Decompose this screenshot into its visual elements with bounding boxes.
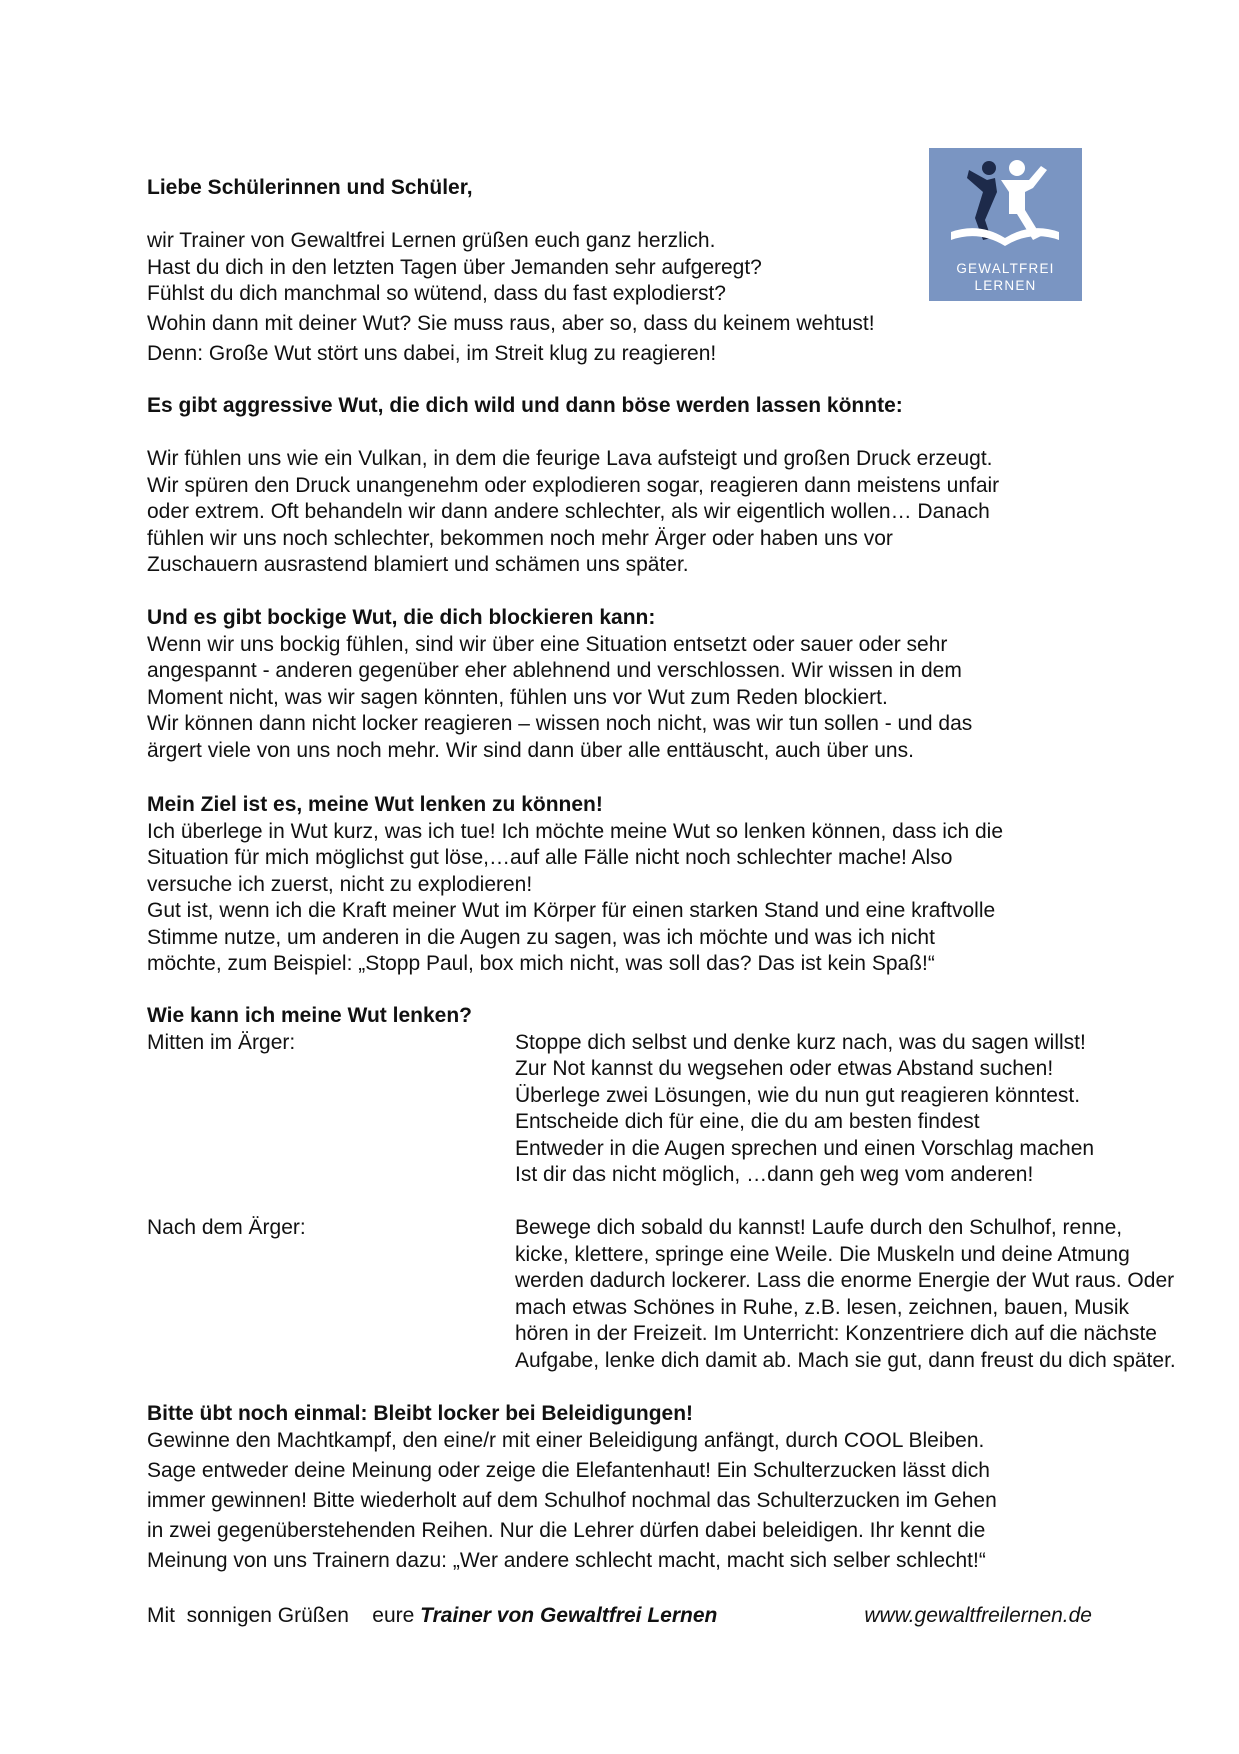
intro-line: Wohin dann mit deiner Wut? Sie muss raus, aber so, dass du keinem wehtust! [147, 312, 875, 335]
nach-line: werden dadurch lockerer. Lass die enorme Energie der Wut raus. Oder [515, 1269, 1175, 1292]
signature: Trainer von Gewaltfrei Lernen [420, 1604, 718, 1627]
intro-paragraph [147, 228, 875, 368]
mitten-line: Entweder in die Augen sprechen und einen Vorschlag machen [515, 1136, 1095, 1160]
aggressive-line: Zuschauern ausrastend blamiert und schämen uns später. [147, 553, 689, 576]
aggressive-line: Wir fühlen uns wie ein Vulkan, in dem die feurige Lava aufsteigt und großen Druck erzeugt. [147, 447, 993, 470]
logo-text-line2: LERNEN [974, 278, 1037, 293]
ziel-line: Stimme nutze, um anderen in die Augen zu sagen, was ich möchte und was ich nicht [147, 925, 935, 949]
intro-line: Fühlst du dich manchmal so wütend, dass du fast explodierst? [147, 282, 726, 305]
nach-line: Bewege dich sobald du kannst! Laufe durch den Schulhof, renne, [515, 1216, 1123, 1239]
mitten-list [515, 1030, 1094, 1189]
bockig-line: Wenn wir uns bockig fühlen, sind wir über eine Situation entsetzt oder sauer oder sehr [147, 632, 948, 656]
aggressive-heading: Es gibt aggressive Wut, die dich wild und dann böse werden lassen könnte: [147, 394, 903, 417]
lenken-section [147, 1003, 1095, 1189]
nach-line: Aufgabe, lenke dich damit ab. Mach sie gut, dann freust du dich später. [515, 1348, 1176, 1372]
bockig-line: angespannt - anderen gegenüber eher ablehnend und verschlossen. Wir wissen in dem [147, 659, 962, 682]
ziel-section [147, 792, 1003, 978]
logo-text-line1: GEWALTFREI [956, 261, 1055, 276]
ueben-line: Sage entweder deine Meinung oder zeige die Elefantenhaut! Ein Schulterzucken lässt dich [147, 1458, 990, 1482]
bockig-line: Wir können dann nicht locker reagieren – wissen noch nicht, was wir tun sollen - und das [147, 712, 973, 735]
mitten-line: Entscheide dich für eine, die du am besten findest [515, 1110, 980, 1133]
nach-label: Nach dem Ärger: [147, 1216, 306, 1239]
intro-line: Hast du dich in den letzten Tagen über Jemanden sehr aufgeregt? [147, 255, 762, 279]
aggressive-line: fühlen wir uns noch schlechter, bekommen noch mehr Ärger oder haben uns vor [147, 526, 893, 550]
mitten-line: Ist dir das nicht möglich, …dann geh weg vom anderen! [515, 1163, 1034, 1186]
bockig-heading: Und es gibt bockige Wut, die dich blockieren kann: [147, 606, 656, 629]
bockig-section [147, 605, 972, 764]
ziel-line: Ich überlege in Wut kurz, was ich tue! Ich möchte meine Wut so lenken können, dass ich die [147, 819, 1004, 843]
ziel-line: Gut ist, wenn ich die Kraft meiner Wut im Körper für einen starken Stand und eine kraftvolle [147, 899, 996, 922]
nach-block [147, 1215, 1176, 1374]
ueben-heading: Bitte übt noch einmal: Bleibt locker bei Beleidigungen! [147, 1402, 694, 1425]
intro-line: Denn: Große Wut stört uns dabei, im Streit klug zu reagieren! [147, 342, 717, 365]
greeting: Liebe Schülerinnen und Schüler, [147, 176, 473, 199]
nach-line: mach etwas Schönes in Ruhe, z.B. lesen, zeichnen, bauen, Musik [515, 1295, 1130, 1319]
ziel-line: möchte, zum Beispiel: „Stopp Paul, box mich nicht, was soll das? Das ist kein Spaß!“ [147, 952, 935, 975]
mitten-line: Zur Not kannst du wegsehen oder etwas Abstand suchen! [515, 1057, 1054, 1080]
mitten-line: Stoppe dich selbst und denke kurz nach, was du sagen willst! [515, 1030, 1086, 1054]
bockig-line: ärgert viele von uns noch mehr. Wir sind dann über alle enttäuscht, auch über uns. [147, 738, 914, 762]
ziel-line: Situation für mich möglichst gut löse,…auf alle Fälle nicht noch schlechter mache! Also [147, 846, 953, 869]
closing-text: Mit sonnigen Grüßen eure [147, 1604, 421, 1627]
website-url: www.gewaltfreilernen.de [864, 1604, 1092, 1627]
aggressive-line: Wir spüren den Druck unangenehm oder explodieren sogar, reagieren dann meistens unfair [147, 473, 1000, 497]
ueben-line: in zwei gegenüberstehenden Reihen. Nur die Lehrer dürfen dabei beleidigen. Ihr kennt die [147, 1518, 986, 1542]
ziel-heading: Mein Ziel ist es, meine Wut lenken zu können! [147, 793, 603, 816]
intro-line: wir Trainer von Gewaltfrei Lernen grüßen euch ganz herzlich. [147, 229, 716, 252]
ueben-line: Meinung von uns Trainern dazu: „Wer andere schlecht macht, macht sich selber schlecht!“ [147, 1548, 986, 1572]
ueben-section [147, 1401, 997, 1578]
ueben-line: immer gewinnen! Bitte wiederholt auf dem Schulhof nochmal das Schulterzucken im Gehen [147, 1488, 997, 1512]
closing-line [147, 1603, 717, 1630]
mitten-label: Mitten im Ärger: [147, 1030, 296, 1054]
aggressive-paragraph [147, 446, 999, 579]
nach-line: kicke, klettere, springe eine Weile. Die Muskeln und deine Atmung [515, 1242, 1130, 1266]
nach-list [515, 1215, 1176, 1374]
mitten-block [147, 1030, 1095, 1189]
aggressive-line: oder extrem. Oft behandeln wir dann andere schlechter, als wir eigentlich wollen… Danach [147, 500, 990, 523]
ziel-line: versuche ich zuerst, nicht zu explodieren! [147, 872, 533, 896]
mitten-line: Überlege zwei Lösungen, wie du nun gut reagieren könntest. [515, 1083, 1081, 1107]
bockig-line: Moment nicht, was wir sagen könnten, fühlen uns vor Wut zum Reden blockiert. [147, 685, 888, 709]
ueben-line: Gewinne den Machtkampf, den eine/r mit einer Beleidigung anfängt, durch COOL Bleiben. [147, 1428, 985, 1452]
lenken-heading: Wie kann ich meine Wut lenken? [147, 1004, 472, 1027]
nach-line: hören in der Freizeit. Im Unterricht: Konzentriere dich auf die nächste [515, 1322, 1157, 1345]
gewaltfrei-lernen-logo [929, 148, 1082, 301]
